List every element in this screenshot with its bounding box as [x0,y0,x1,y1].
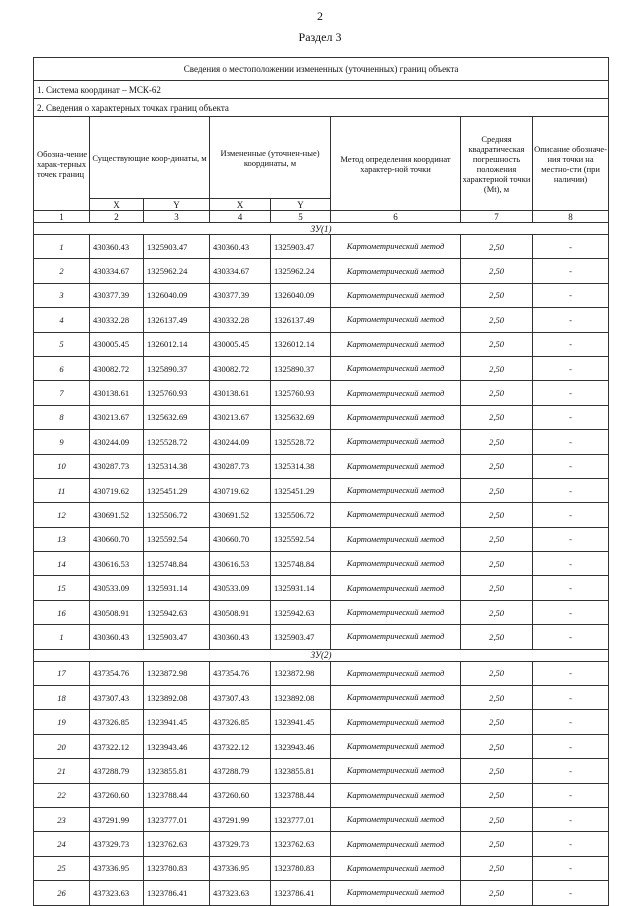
changed-y: 1323788.44 [271,783,331,807]
accuracy-cell: 2,50 [461,832,533,856]
accuracy-cell: 2,50 [461,734,533,758]
method-cell: Картометрический метод [331,734,461,758]
table-row [34,576,609,600]
point-number: 7 [34,381,90,405]
accuracy-cell: 2,50 [461,527,533,551]
changed-y: 1325592.54 [271,527,331,551]
description-cell: - [533,576,609,600]
existing-y: 1325632.69 [144,405,210,429]
header-y-existing: Y [144,199,210,211]
changed-x: 430332.28 [210,308,271,332]
existing-y: 1325314.38 [144,454,210,478]
points-heading: 2. Сведения о характерных точках границ объекта [34,99,609,117]
method-cell: Картометрический метод [331,710,461,734]
description-cell: - [533,552,609,576]
description-cell: - [533,381,609,405]
existing-y: 1325760.93 [144,381,210,405]
changed-x: 430213.67 [210,405,271,429]
existing-y: 1325931.14 [144,576,210,600]
column-index: 8 [533,211,609,223]
existing-y: 1325451.29 [144,478,210,502]
changed-x: 430616.53 [210,552,271,576]
existing-y: 1323780.83 [144,856,210,880]
changed-y: 1323777.01 [271,807,331,831]
group-row [34,649,609,661]
description-cell: - [533,710,609,734]
point-number: 25 [34,856,90,880]
accuracy-cell: 2,50 [461,259,533,283]
accuracy-cell: 2,50 [461,686,533,710]
changed-y: 1325903.47 [271,235,331,259]
changed-y: 1325890.37 [271,356,331,380]
table-row [34,759,609,783]
header-x-existing: X [90,199,144,211]
changed-x: 430377.39 [210,283,271,307]
changed-x: 430508.91 [210,600,271,624]
description-cell: - [533,259,609,283]
accuracy-cell: 2,50 [461,552,533,576]
description-cell: - [533,881,609,905]
description-cell: - [533,283,609,307]
description-cell: - [533,503,609,527]
changed-y: 1325314.38 [271,454,331,478]
method-cell: Картометрический метод [331,478,461,502]
accuracy-cell: 2,50 [461,576,533,600]
existing-x: 430533.09 [90,576,144,600]
existing-y: 1325528.72 [144,430,210,454]
accuracy-cell: 2,50 [461,405,533,429]
changed-x: 430360.43 [210,625,271,649]
existing-y: 1326012.14 [144,332,210,356]
existing-y: 1325890.37 [144,356,210,380]
changed-x: 430719.62 [210,478,271,502]
existing-y: 1325942.63 [144,600,210,624]
method-cell: Картометрический метод [331,405,461,429]
method-cell: Картометрический метод [331,686,461,710]
method-cell: Картометрический метод [331,332,461,356]
changed-y: 1325451.29 [271,478,331,502]
method-cell: Картометрический метод [331,881,461,905]
table-row [34,308,609,332]
changed-y: 1323892.08 [271,686,331,710]
method-cell: Картометрический метод [331,381,461,405]
method-cell: Картометрический метод [331,600,461,624]
point-number: 5 [34,332,90,356]
existing-x: 430244.09 [90,430,144,454]
description-cell: - [533,807,609,831]
column-index: 4 [210,211,271,223]
description-cell: - [533,235,609,259]
description-cell: - [533,686,609,710]
coordinate-system-line: 1. Система координат – МСК-62 [34,81,609,99]
column-index: 6 [331,211,461,223]
point-number: 16 [34,600,90,624]
column-index: 5 [271,211,331,223]
table-row [34,600,609,624]
changed-y: 1325903.47 [271,625,331,649]
existing-y: 1326040.09 [144,283,210,307]
accuracy-cell: 2,50 [461,503,533,527]
changed-y: 1323941.45 [271,710,331,734]
existing-x: 437329.73 [90,832,144,856]
changed-x: 430138.61 [210,381,271,405]
table-row [34,381,609,405]
description-cell: - [533,856,609,880]
changed-x: 437288.79 [210,759,271,783]
table-row [34,881,609,905]
changed-y: 1323780.83 [271,856,331,880]
group-row [34,223,609,235]
existing-y: 1325506.72 [144,503,210,527]
existing-x: 430660.70 [90,527,144,551]
existing-x: 430508.91 [90,600,144,624]
existing-y: 1325962.24 [144,259,210,283]
description-cell: - [533,430,609,454]
point-number: 1 [34,235,90,259]
changed-y: 1326040.09 [271,283,331,307]
existing-x: 430138.61 [90,381,144,405]
existing-x: 430691.52 [90,503,144,527]
changed-x: 437323.63 [210,881,271,905]
table-row [34,527,609,551]
column-index: 7 [461,211,533,223]
accuracy-cell: 2,50 [461,356,533,380]
changed-x: 437260.60 [210,783,271,807]
description-cell: - [533,454,609,478]
existing-x: 430332.28 [90,308,144,332]
table-title: Сведения о местоположении измененных (уточненных) границ объекта [34,58,609,81]
point-number: 20 [34,734,90,758]
existing-x: 437323.63 [90,881,144,905]
existing-x: 430213.67 [90,405,144,429]
column-index: 2 [90,211,144,223]
table-row [34,478,609,502]
method-cell: Картометрический метод [331,356,461,380]
column-index-row [34,211,609,223]
method-cell: Картометрический метод [331,856,461,880]
changed-y: 1323855.81 [271,759,331,783]
group-label: ЗУ(2) [34,649,609,661]
page-number: 2 [317,9,323,23]
changed-x: 430082.72 [210,356,271,380]
existing-x: 437336.95 [90,856,144,880]
table-row [34,856,609,880]
existing-y: 1325748.84 [144,552,210,576]
changed-x: 437354.76 [210,661,271,685]
table-row [34,832,609,856]
accuracy-cell: 2,50 [461,478,533,502]
existing-x: 437288.79 [90,759,144,783]
existing-y: 1325903.47 [144,625,210,649]
changed-y: 1323762.63 [271,832,331,856]
description-cell: - [533,308,609,332]
header-accuracy: Средняя квадратическая погрешность положения характерной точки (Mt), м [461,117,533,211]
existing-x: 437307.43 [90,686,144,710]
method-cell: Картометрический метод [331,783,461,807]
changed-y: 1325506.72 [271,503,331,527]
point-number: 2 [34,259,90,283]
table-row [34,625,609,649]
existing-x: 437291.99 [90,807,144,831]
existing-x: 437326.85 [90,710,144,734]
existing-x: 437322.12 [90,734,144,758]
description-cell: - [533,356,609,380]
accuracy-cell: 2,50 [461,759,533,783]
changed-x: 430005.45 [210,332,271,356]
changed-x: 430691.52 [210,503,271,527]
table-row [34,430,609,454]
table-row [34,332,609,356]
method-cell: Картометрический метод [331,832,461,856]
boundary-points-table [33,57,609,906]
method-cell: Картометрический метод [331,625,461,649]
method-cell: Картометрический метод [331,308,461,332]
existing-x: 430005.45 [90,332,144,356]
point-number: 19 [34,710,90,734]
table-row [34,807,609,831]
column-index: 3 [144,211,210,223]
accuracy-cell: 2,50 [461,661,533,685]
accuracy-cell: 2,50 [461,454,533,478]
changed-y: 1326137.49 [271,308,331,332]
point-number: 1 [34,625,90,649]
header-y-changed: Y [271,199,331,211]
point-number: 23 [34,807,90,831]
point-number: 4 [34,308,90,332]
changed-y: 1323943.46 [271,734,331,758]
method-cell: Картометрический метод [331,283,461,307]
changed-y: 1325632.69 [271,405,331,429]
method-cell: Картометрический метод [331,503,461,527]
changed-x: 437322.12 [210,734,271,758]
changed-x: 437291.99 [210,807,271,831]
existing-y: 1323762.63 [144,832,210,856]
existing-y: 1325592.54 [144,527,210,551]
method-cell: Картометрический метод [331,552,461,576]
existing-y: 1323855.81 [144,759,210,783]
accuracy-cell: 2,50 [461,283,533,307]
accuracy-cell: 2,50 [461,235,533,259]
point-number: 6 [34,356,90,380]
existing-y: 1323941.45 [144,710,210,734]
point-number: 10 [34,454,90,478]
accuracy-cell: 2,50 [461,430,533,454]
changed-x: 430334.67 [210,259,271,283]
accuracy-cell: 2,50 [461,783,533,807]
changed-y: 1325942.63 [271,600,331,624]
group-label: ЗУ(1) [34,223,609,235]
section-title: Раздел 3 [298,30,342,44]
changed-x: 430244.09 [210,430,271,454]
description-cell: - [533,661,609,685]
header-x-changed: X [210,199,271,211]
existing-x: 430360.43 [90,625,144,649]
changed-y: 1323786.41 [271,881,331,905]
method-cell: Картометрический метод [331,235,461,259]
existing-x: 430719.62 [90,478,144,502]
method-cell: Картометрический метод [331,430,461,454]
existing-x: 430287.73 [90,454,144,478]
header-designation: Обозна-чение харак-терных точек границ [34,117,90,211]
description-cell: - [533,759,609,783]
table-row [34,405,609,429]
description-cell: - [533,600,609,624]
description-cell: - [533,832,609,856]
point-number: 9 [34,430,90,454]
table-row [34,356,609,380]
changed-x: 437326.85 [210,710,271,734]
changed-x: 430660.70 [210,527,271,551]
changed-x: 430287.73 [210,454,271,478]
existing-x: 437354.76 [90,661,144,685]
accuracy-cell: 2,50 [461,856,533,880]
existing-x: 430360.43 [90,235,144,259]
description-cell: - [533,478,609,502]
existing-y: 1326137.49 [144,308,210,332]
description-cell: - [533,783,609,807]
accuracy-cell: 2,50 [461,308,533,332]
description-cell: - [533,625,609,649]
table-row [34,661,609,685]
existing-y: 1325903.47 [144,235,210,259]
column-index: 1 [34,211,90,223]
accuracy-cell: 2,50 [461,381,533,405]
table-row [34,283,609,307]
point-number: 8 [34,405,90,429]
existing-y: 1323872.98 [144,661,210,685]
table-row [34,734,609,758]
description-cell: - [533,734,609,758]
accuracy-cell: 2,50 [461,881,533,905]
point-number: 14 [34,552,90,576]
table-row [34,783,609,807]
accuracy-cell: 2,50 [461,710,533,734]
changed-x: 430360.43 [210,235,271,259]
table-row [34,235,609,259]
point-number: 18 [34,686,90,710]
changed-x: 437307.43 [210,686,271,710]
changed-y: 1326012.14 [271,332,331,356]
accuracy-cell: 2,50 [461,625,533,649]
accuracy-cell: 2,50 [461,332,533,356]
method-cell: Картометрический метод [331,759,461,783]
point-number: 11 [34,478,90,502]
description-cell: - [533,332,609,356]
table-row [34,552,609,576]
point-number: 12 [34,503,90,527]
changed-y: 1325760.93 [271,381,331,405]
point-number: 21 [34,759,90,783]
accuracy-cell: 2,50 [461,600,533,624]
method-cell: Картометрический метод [331,807,461,831]
existing-y: 1323777.01 [144,807,210,831]
table-row [34,686,609,710]
method-cell: Картометрический метод [331,576,461,600]
table-row [34,454,609,478]
changed-x: 437329.73 [210,832,271,856]
existing-x: 430334.67 [90,259,144,283]
method-cell: Картометрический метод [331,661,461,685]
changed-y: 1325931.14 [271,576,331,600]
method-cell: Картометрический метод [331,259,461,283]
point-number: 13 [34,527,90,551]
header-existing-coords: Существующие коор-динаты, м [90,117,210,199]
existing-y: 1323788.44 [144,783,210,807]
point-number: 22 [34,783,90,807]
existing-x: 437260.60 [90,783,144,807]
changed-y: 1325528.72 [271,430,331,454]
point-number: 15 [34,576,90,600]
existing-x: 430616.53 [90,552,144,576]
description-cell: - [533,405,609,429]
changed-y: 1323872.98 [271,661,331,685]
existing-y: 1323943.46 [144,734,210,758]
existing-x: 430082.72 [90,356,144,380]
point-number: 17 [34,661,90,685]
header-description: Описание обозначе-ния точки на местно-сти (при наличии) [533,117,609,211]
changed-y: 1325962.24 [271,259,331,283]
accuracy-cell: 2,50 [461,807,533,831]
existing-x: 430377.39 [90,283,144,307]
method-cell: Картометрический метод [331,454,461,478]
changed-y: 1325748.84 [271,552,331,576]
existing-y: 1323786.41 [144,881,210,905]
point-number: 24 [34,832,90,856]
changed-x: 430533.09 [210,576,271,600]
method-cell: Картометрический метод [331,527,461,551]
header-method: Метод определения координат характер-ной точки [331,117,461,211]
header-changed-coords: Измененные (уточнен-ные) координаты, м [210,117,331,199]
table-row [34,710,609,734]
table-row [34,259,609,283]
point-number: 26 [34,881,90,905]
point-number: 3 [34,283,90,307]
changed-x: 437336.95 [210,856,271,880]
table-row [34,503,609,527]
description-cell: - [533,527,609,551]
existing-y: 1323892.08 [144,686,210,710]
